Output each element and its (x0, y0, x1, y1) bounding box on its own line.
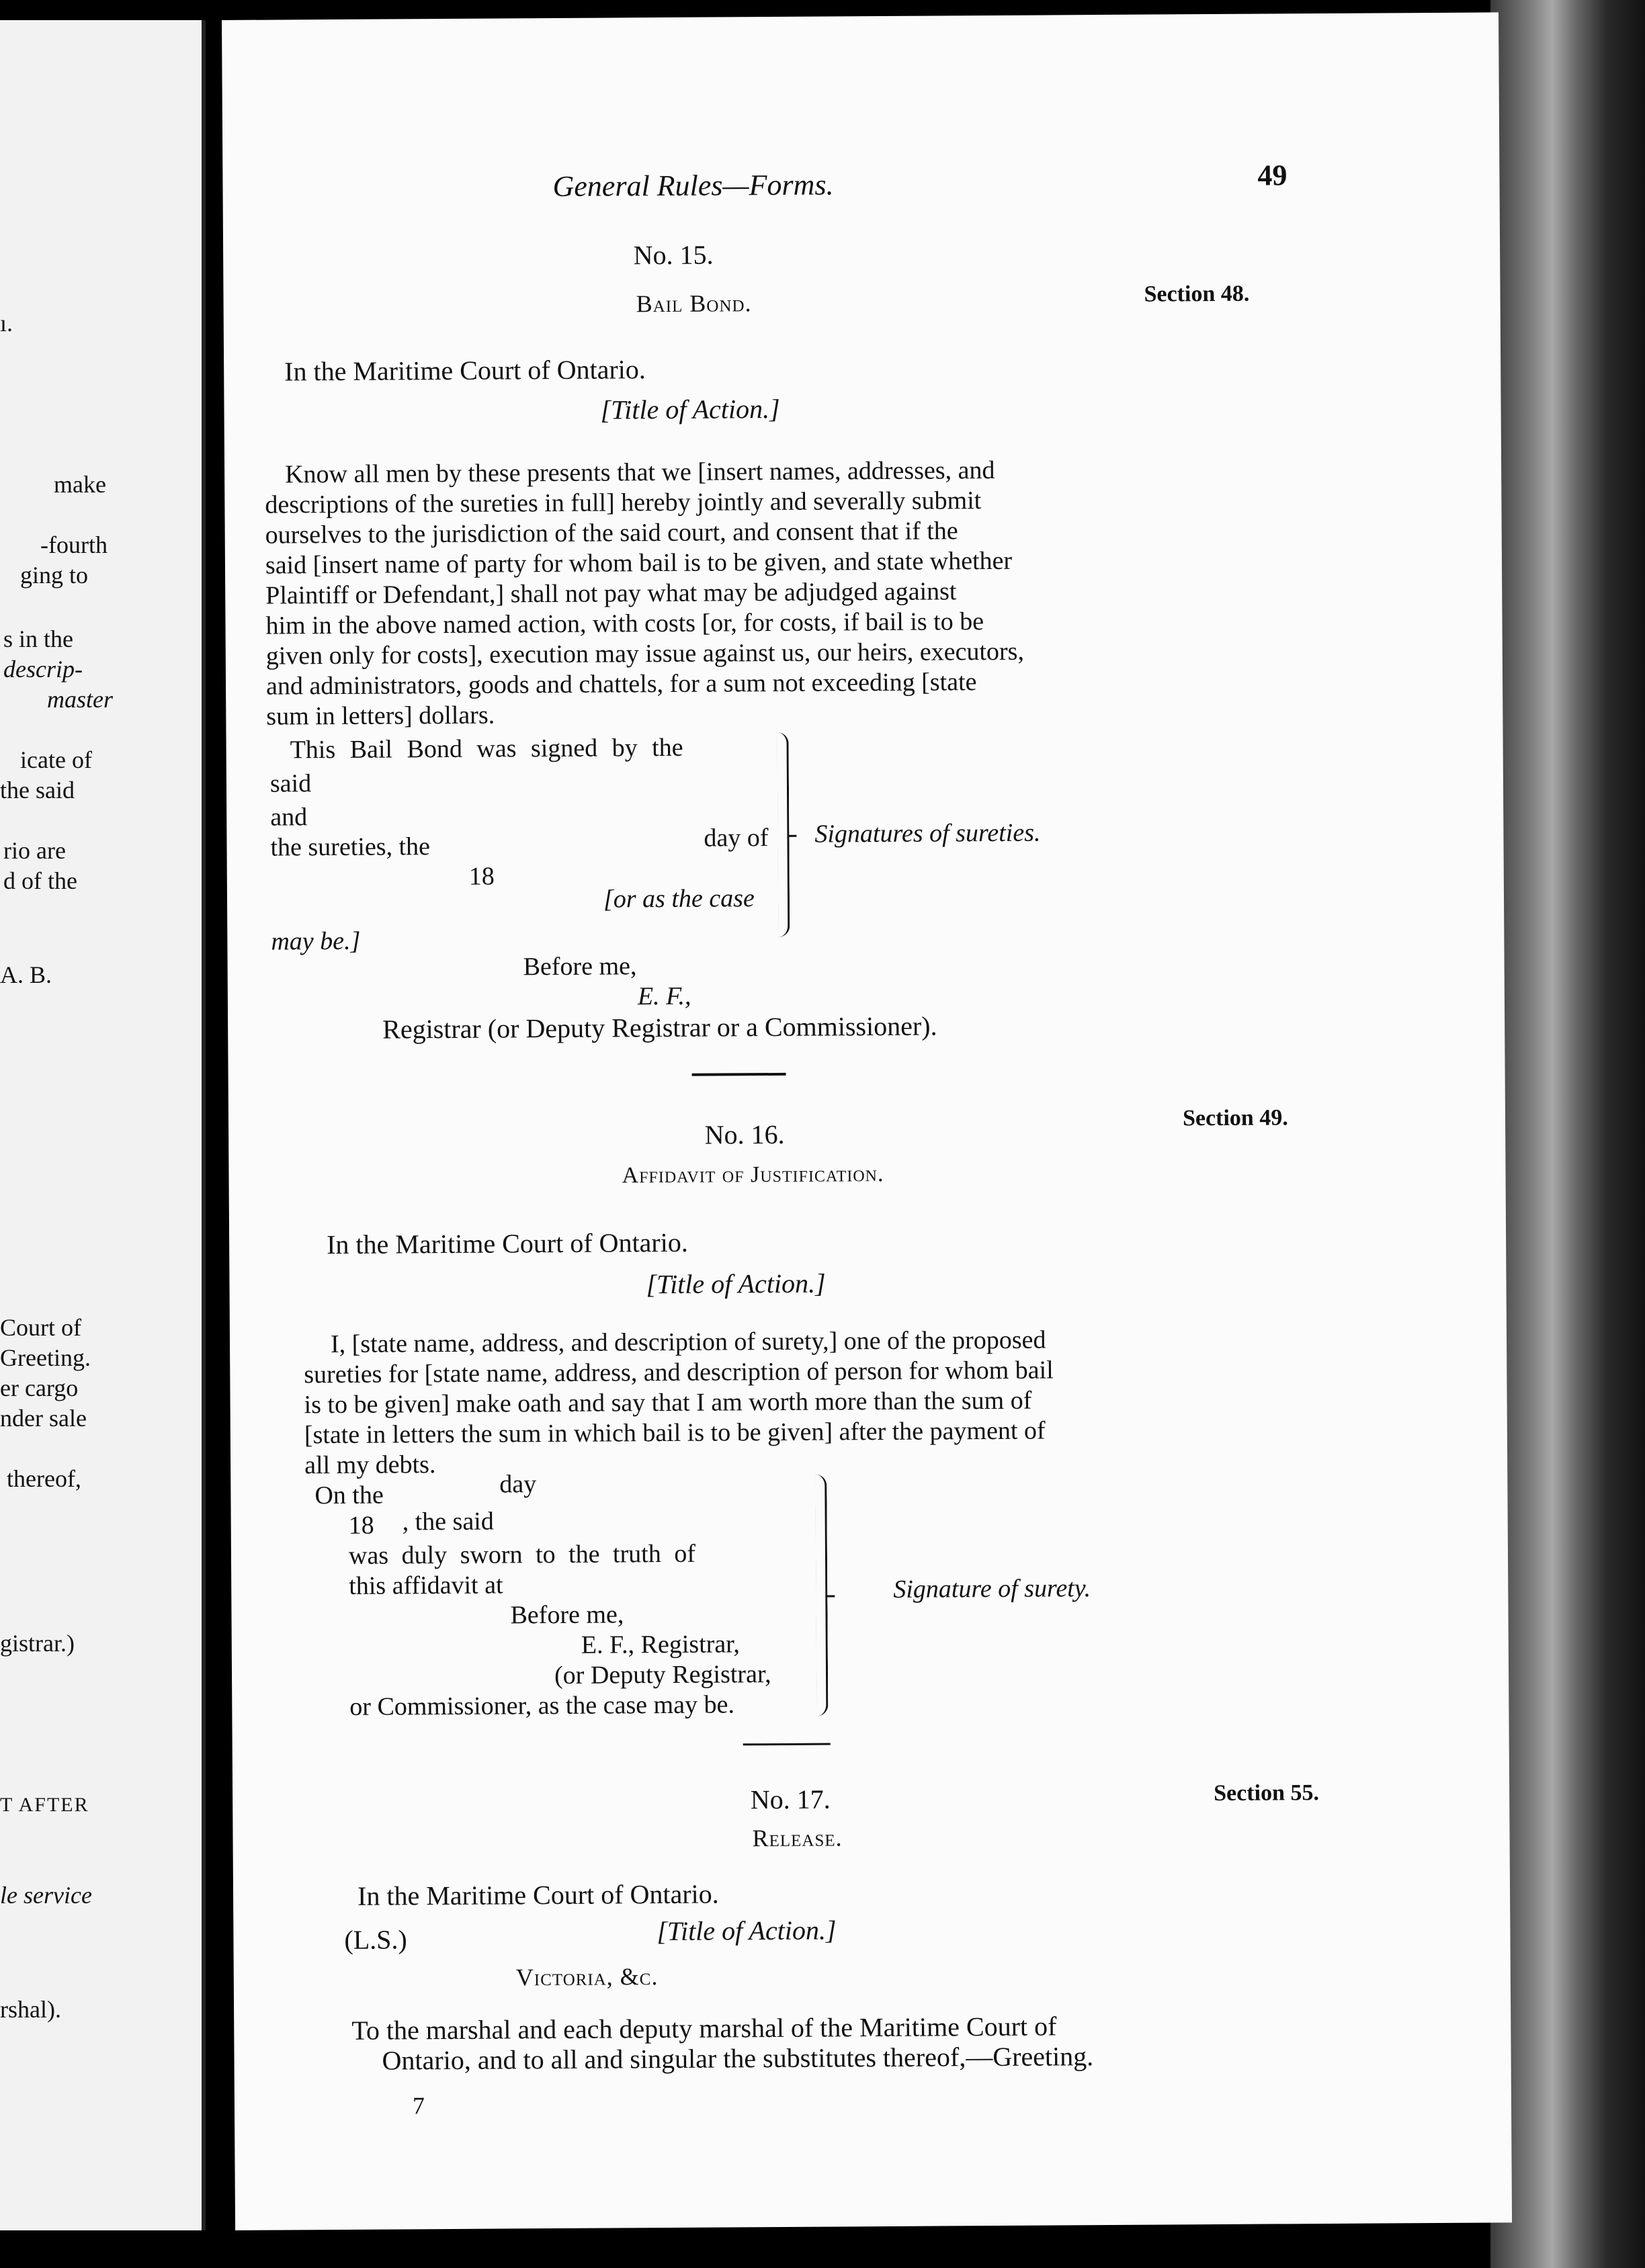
body-line: Know all men by these presents that we [insert names, addresses, and (285, 455, 995, 489)
form-16-signature: Signature of surety. (893, 1574, 1091, 1604)
sign-line: 18 (468, 862, 495, 891)
sworn-line: this affidavit at (349, 1571, 503, 1600)
form-17-court: In the Maritime Court of Ontario. (357, 1878, 719, 1911)
form-15-court: In the Maritime Court of Ontario. (284, 354, 646, 387)
sign-line: [or as the case (603, 884, 755, 914)
body-line: [state in letters the sum in which bail is to be given] after the payment of (304, 1416, 1046, 1450)
left-fragment: make (54, 471, 106, 498)
form-16-number: No. 16. (704, 1119, 785, 1150)
left-fragment: rshal). (0, 1996, 61, 2023)
sworn-line: or Commissioner, as the case may be. (349, 1690, 735, 1721)
sworn-line: 18 (348, 1511, 374, 1540)
sign-line: This Bail Bond was signed by the (290, 733, 683, 765)
form-15-title-of-action: [Title of Action.] (600, 393, 780, 425)
left-fragment: the said (0, 777, 75, 803)
book-page-edges (1490, 0, 1645, 2268)
form-17-title: Release. (752, 1824, 843, 1852)
left-fragment: master (47, 686, 113, 713)
form-17-ls: (L.S.) (344, 1924, 407, 1955)
body-line: descriptions of the sureties in full] hereby jointly and severally submit (265, 486, 982, 519)
form-15-brace (777, 732, 790, 937)
sworn-line: Before me, (510, 1600, 624, 1630)
left-fragment: ı. (0, 310, 13, 337)
form-17-victoria: Victoria, &c. (515, 1963, 659, 1991)
form-15-signatures: Signatures of sureties. (814, 818, 1041, 848)
sworn-line: E. F., Registrar, (581, 1630, 740, 1659)
left-fragment: er cargo (0, 1375, 79, 1401)
body-line: and administrators, goods and chattels, for a sum not exceeding [state (265, 668, 977, 701)
form-17-line: Ontario, and to all and singular the substitutes thereof,—Greeting. (382, 2041, 1094, 2076)
left-fragment: gistrar.) (0, 1630, 75, 1657)
left-fragment: descrip- (3, 656, 83, 683)
section-divider (743, 1743, 831, 1746)
section-divider (692, 1073, 786, 1076)
left-fragment: T AFTER (0, 1794, 89, 1816)
form-17-number: No. 17. (750, 1784, 831, 1815)
body-line: is to be given] make oath and say that I am worth more than the sum of (304, 1386, 1032, 1420)
body-line: Plaintiff or Defendant,] shall not pay what may be adjudged against (265, 577, 957, 610)
form-15-number: No. 15. (633, 239, 714, 271)
left-fragment: le service (0, 1882, 92, 1909)
left-fragment: A. B. (0, 961, 52, 988)
page-number: 49 (1257, 159, 1288, 192)
left-fragment: Court of (0, 1314, 81, 1341)
left-fragment: d of the (3, 867, 77, 894)
body-line: I, [state name, address, and description of surety,] one of the proposed (330, 1325, 1046, 1359)
sworn-line: (or Deputy Registrar, (554, 1660, 771, 1690)
signature-mark: 7 (412, 2092, 425, 2120)
form-15-registrar: Registrar (or Deputy Registrar or a Commissioner). (382, 1010, 937, 1045)
form-16-brace (815, 1475, 828, 1716)
body-line: given only for costs], execution may issue against us, our heirs, executors, (265, 637, 1025, 670)
body-line: all my debts. (304, 1450, 436, 1480)
sworn-line: On the (314, 1481, 384, 1510)
form-15-title: Bail Bond. (636, 290, 752, 318)
body-line: ourselves to the jurisdiction of the said court, and consent that if the (265, 517, 958, 550)
left-fragment: nder sale (0, 1405, 87, 1432)
left-fragment: icate of (20, 746, 92, 773)
left-fragment: -fourth (40, 531, 108, 558)
sign-line: the sureties, the (270, 832, 431, 862)
form-16-section: Section 49. (1182, 1105, 1288, 1131)
body-line: him in the above named action, with costs [or, for costs, if bail is to be (265, 607, 984, 640)
form-17-section: Section 55. (1214, 1780, 1320, 1806)
form-15-ef: E. F., (637, 982, 691, 1011)
left-fragment: rio are (3, 837, 66, 864)
body-line: sum in letters] dollars. (266, 701, 495, 731)
body-line: sureties for [state name, address, and description of person for whom bail (304, 1356, 1054, 1389)
sign-line: said (269, 769, 312, 798)
form-16-title: Affidavit of Justification. (622, 1162, 884, 1188)
left-fragment: s in the (3, 625, 73, 652)
document-page (222, 12, 1512, 2230)
form-16-court: In the Maritime Court of Ontario. (326, 1227, 688, 1260)
sign-line: may be.] (271, 926, 361, 956)
sworn-line: , the said (402, 1507, 494, 1536)
body-line: said [insert name of party for whom bail is to be given, and state whether (265, 546, 1013, 580)
sign-line: and (270, 803, 308, 832)
form-17-line: To the marshal and each deputy marshal of the Maritime Court of (351, 2011, 1057, 2046)
form-16-title-of-action: [Title of Action.] (646, 1268, 826, 1300)
left-facing-page (0, 20, 206, 2230)
running-title: General Rules—Forms. (552, 168, 834, 203)
sworn-line: was duly sworn to the truth of (348, 1539, 696, 1570)
form-15-before-me: Before me, (523, 952, 637, 982)
sworn-line: day (499, 1470, 537, 1499)
left-fragment: thereof, (7, 1465, 81, 1492)
left-fragment: Greeting. (0, 1344, 91, 1371)
form-17-title-of-action: [Title of Action.] (657, 1915, 837, 1947)
sign-line: day of (704, 824, 769, 853)
form-15-section: Section 48. (1144, 281, 1250, 307)
left-fragment: ging to (20, 562, 89, 588)
